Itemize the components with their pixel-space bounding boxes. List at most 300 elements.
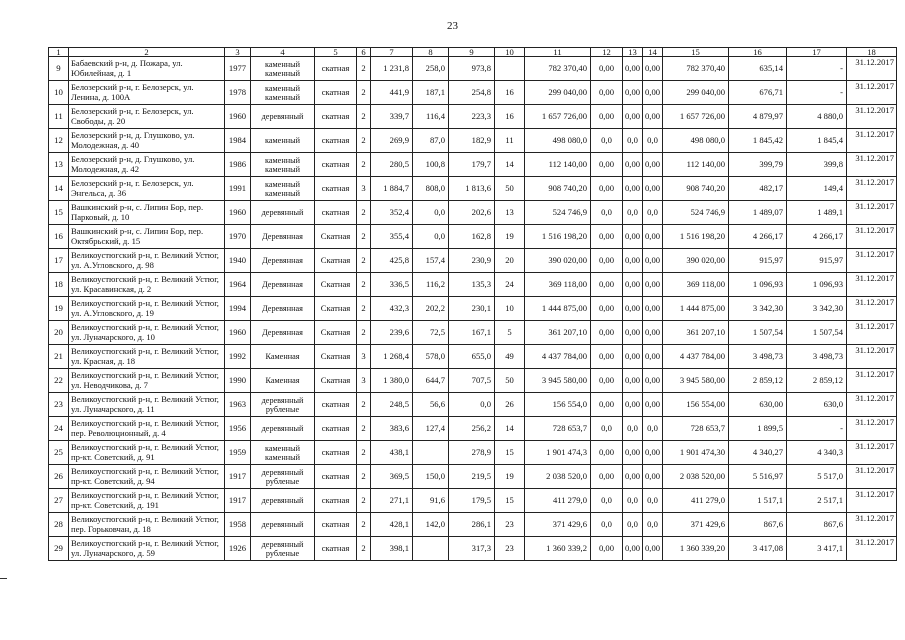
- floors-cell: 2: [357, 513, 371, 537]
- column-number-17: 17: [787, 48, 847, 57]
- margin-mark: [0, 578, 7, 579]
- cell-col-10: 20: [495, 249, 525, 273]
- cell-col-15: 369 118,00: [663, 273, 729, 297]
- roof-type-cell: скатная: [315, 465, 357, 489]
- cell-col-12: 0,00: [591, 465, 623, 489]
- roof-type-cell: Скатная: [315, 369, 357, 393]
- cell-col-14: 0,00: [643, 345, 663, 369]
- table-row: [49, 441, 897, 465]
- cell-col-17: -: [787, 417, 847, 441]
- wall-material-cell: деревянный рубленые: [251, 537, 315, 561]
- floors-cell: 2: [357, 57, 371, 81]
- cell-col-14: 0,00: [643, 537, 663, 561]
- year-cell: 1986: [225, 153, 251, 177]
- cell-col-17: 1 845,4: [787, 129, 847, 153]
- cell-col-9: 219,5: [449, 465, 495, 489]
- cell-col-16: 3 342,30: [729, 297, 787, 321]
- cell-col-16: 1 096,93: [729, 273, 787, 297]
- cell-col-15: 390 020,00: [663, 249, 729, 273]
- roof-type-cell: скатная: [315, 57, 357, 81]
- row-number-cell: 17: [49, 249, 69, 273]
- cell-col-8: 91,6: [413, 489, 449, 513]
- cell-col-17: 915,97: [787, 249, 847, 273]
- cell-col-17: 4 266,17: [787, 225, 847, 249]
- date-cell: 31.12.2017: [847, 345, 897, 369]
- row-number-cell: 18: [49, 273, 69, 297]
- cell-col-11: 498 080,0: [525, 129, 591, 153]
- year-cell: 1917: [225, 489, 251, 513]
- row-number-cell: 22: [49, 369, 69, 393]
- row-number-cell: 29: [49, 537, 69, 561]
- cell-col-9: 707,5: [449, 369, 495, 393]
- table-row: [49, 369, 897, 393]
- cell-col-15: 1 657 726,00: [663, 105, 729, 129]
- cell-col-10: 5: [495, 321, 525, 345]
- table-row: [49, 273, 897, 297]
- cell-col-17: 1 489,1: [787, 201, 847, 225]
- wall-material-cell: Каменная: [251, 345, 315, 369]
- year-cell: 1960: [225, 201, 251, 225]
- cell-col-16: 4 879,97: [729, 105, 787, 129]
- cell-col-9: 286,1: [449, 513, 495, 537]
- cell-col-8: [413, 537, 449, 561]
- cell-col-16: 3 417,08: [729, 537, 787, 561]
- cell-col-12: 0,00: [591, 225, 623, 249]
- cell-col-17: 4 880,0: [787, 105, 847, 129]
- cell-col-7: 428,1: [371, 513, 413, 537]
- cell-col-10: 14: [495, 417, 525, 441]
- table-row: [49, 177, 897, 201]
- cell-col-11: 3 945 580,00: [525, 369, 591, 393]
- cell-col-13: 0,00: [623, 321, 643, 345]
- address-cell: Великоустюгский р-н, г. Великий Устюг, ул. Красавинская, д. 2: [69, 273, 225, 297]
- roof-type-cell: скатная: [315, 153, 357, 177]
- cell-col-9: 230,9: [449, 249, 495, 273]
- page-number: 23: [447, 20, 458, 32]
- cell-col-7: 369,5: [371, 465, 413, 489]
- roof-type-cell: Скатная: [315, 297, 357, 321]
- table-row: [49, 249, 897, 273]
- row-number-cell: 12: [49, 129, 69, 153]
- cell-col-8: 100,8: [413, 153, 449, 177]
- year-cell: 1978: [225, 81, 251, 105]
- cell-col-13: 0,00: [623, 81, 643, 105]
- cell-col-10: 26: [495, 393, 525, 417]
- cell-col-16: 5 516,97: [729, 465, 787, 489]
- floors-cell: 3: [357, 345, 371, 369]
- cell-col-15: 112 140,00: [663, 153, 729, 177]
- cell-col-8: 578,0: [413, 345, 449, 369]
- cell-col-10: 23: [495, 513, 525, 537]
- table-row: [49, 105, 897, 129]
- cell-col-13: 0,00: [623, 537, 643, 561]
- address-cell: Великоустюгский р-н, г. Великий Устюг, ул. А.Угловского, д. 19: [69, 297, 225, 321]
- date-cell: 31.12.2017: [847, 441, 897, 465]
- cell-col-16: 2 859,12: [729, 369, 787, 393]
- cell-col-11: 2 038 520,0: [525, 465, 591, 489]
- cell-col-11: 524 746,9: [525, 201, 591, 225]
- date-cell: 31.12.2017: [847, 537, 897, 561]
- cell-col-16: 4 266,17: [729, 225, 787, 249]
- cell-col-8: 202,2: [413, 297, 449, 321]
- cell-col-11: 411 279,0: [525, 489, 591, 513]
- cell-col-8: 142,0: [413, 513, 449, 537]
- floors-cell: 2: [357, 465, 371, 489]
- cell-col-10: 15: [495, 441, 525, 465]
- roof-type-cell: скатная: [315, 393, 357, 417]
- cell-col-12: 0,00: [591, 105, 623, 129]
- cell-col-17: -: [787, 81, 847, 105]
- cell-col-13: 0,00: [623, 57, 643, 81]
- address-cell: Вашкинский р-н, с. Липин Бор, пер. Октябрьский, д. 15: [69, 225, 225, 249]
- cell-col-10: 19: [495, 465, 525, 489]
- cell-col-7: 280,5: [371, 153, 413, 177]
- cell-col-13: 0,0: [623, 417, 643, 441]
- cell-col-8: 157,4: [413, 249, 449, 273]
- year-cell: 1940: [225, 249, 251, 273]
- cell-col-8: 116,2: [413, 273, 449, 297]
- column-number-2: 2: [69, 48, 225, 57]
- table-row: [49, 129, 897, 153]
- cell-col-7: 352,4: [371, 201, 413, 225]
- roof-type-cell: скатная: [315, 441, 357, 465]
- year-cell: 1926: [225, 537, 251, 561]
- row-number-cell: 19: [49, 297, 69, 321]
- address-cell: Великоустюгский р-н, г. Великий Устюг, ул. Луначарского, д. 59: [69, 537, 225, 561]
- address-cell: Великоустюгский р-н, г. Великий Устюг, ул. Красная, д. 18: [69, 345, 225, 369]
- date-cell: 31.12.2017: [847, 465, 897, 489]
- cell-col-13: 0,00: [623, 393, 643, 417]
- table-body: [49, 48, 897, 561]
- cell-col-9: 256,2: [449, 417, 495, 441]
- cell-col-14: 0,0: [643, 201, 663, 225]
- cell-col-12: 0,0: [591, 201, 623, 225]
- date-cell: 31.12.2017: [847, 201, 897, 225]
- cell-col-14: 0,00: [643, 225, 663, 249]
- cell-col-12: 0,00: [591, 441, 623, 465]
- address-cell: Великоустюгский р-н, г. Великий Устюг, пер. Горьковчан, д. 18: [69, 513, 225, 537]
- cell-col-12: 0,0: [591, 513, 623, 537]
- date-cell: 31.12.2017: [847, 273, 897, 297]
- cell-col-12: 0,00: [591, 297, 623, 321]
- address-cell: Великоустюгский р-н, г. Великий Устюг, пр-кт. Советский, д. 94: [69, 465, 225, 489]
- cell-col-14: 0,00: [643, 273, 663, 297]
- cell-col-9: 230,1: [449, 297, 495, 321]
- table-row: [49, 321, 897, 345]
- cell-col-11: 728 653,7: [525, 417, 591, 441]
- table-row: [49, 225, 897, 249]
- cell-col-16: 676,71: [729, 81, 787, 105]
- cell-col-12: 0,00: [591, 393, 623, 417]
- cell-col-8: 0,0: [413, 201, 449, 225]
- cell-col-14: 0,00: [643, 153, 663, 177]
- roof-type-cell: скатная: [315, 105, 357, 129]
- address-cell: Великоустюгский р-н, г. Великий Устюг, пр-кт. Советский, д. 91: [69, 441, 225, 465]
- year-cell: 1956: [225, 417, 251, 441]
- row-number-cell: 11: [49, 105, 69, 129]
- date-cell: 31.12.2017: [847, 249, 897, 273]
- column-number-18: 18: [847, 48, 897, 57]
- cell-col-7: 336,5: [371, 273, 413, 297]
- cell-col-10: 11: [495, 129, 525, 153]
- wall-material-cell: деревянный: [251, 513, 315, 537]
- cell-col-15: 411 279,0: [663, 489, 729, 513]
- column-number-9: 9: [449, 48, 495, 57]
- row-number-cell: 13: [49, 153, 69, 177]
- wall-material-cell: деревянный рубленые: [251, 465, 315, 489]
- cell-col-12: 0,00: [591, 537, 623, 561]
- cell-col-7: 269,9: [371, 129, 413, 153]
- cell-col-8: 187,1: [413, 81, 449, 105]
- cell-col-13: 0,00: [623, 465, 643, 489]
- cell-col-10: 16: [495, 105, 525, 129]
- cell-col-13: 0,00: [623, 273, 643, 297]
- cell-col-8: 808,0: [413, 177, 449, 201]
- cell-col-13: 0,00: [623, 153, 643, 177]
- roof-type-cell: Скатная: [315, 225, 357, 249]
- table-row: [49, 489, 897, 513]
- date-cell: 31.12.2017: [847, 129, 897, 153]
- cell-col-17: 5 517,0: [787, 465, 847, 489]
- cell-col-8: 72,5: [413, 321, 449, 345]
- wall-material-cell: деревянный: [251, 105, 315, 129]
- cell-col-11: 371 429,6: [525, 513, 591, 537]
- cell-col-15: 728 653,7: [663, 417, 729, 441]
- cell-col-11: 361 207,10: [525, 321, 591, 345]
- cell-col-17: 3 498,73: [787, 345, 847, 369]
- cell-col-14: 0,00: [643, 465, 663, 489]
- cell-col-12: 0,00: [591, 57, 623, 81]
- row-number-cell: 15: [49, 201, 69, 225]
- row-number-cell: 27: [49, 489, 69, 513]
- cell-col-12: 0,00: [591, 177, 623, 201]
- table-row: [49, 537, 897, 561]
- cell-col-10: 16: [495, 81, 525, 105]
- cell-col-13: 0,00: [623, 105, 643, 129]
- wall-material-cell: Деревянная: [251, 321, 315, 345]
- column-number-8: 8: [413, 48, 449, 57]
- cell-col-9: 317,3: [449, 537, 495, 561]
- cell-col-8: 644,7: [413, 369, 449, 393]
- cell-col-8: 258,0: [413, 57, 449, 81]
- table-row: [49, 297, 897, 321]
- cell-col-12: 0,00: [591, 81, 623, 105]
- address-cell: Белозерский р-н, г. Белозерск, ул. Свободы, д. 20: [69, 105, 225, 129]
- cell-col-8: 87,0: [413, 129, 449, 153]
- address-cell: Белозерский р-н, г. Белозерск, ул. Энгельса, д. 36: [69, 177, 225, 201]
- cell-col-17: 2 517,1: [787, 489, 847, 513]
- address-cell: Белозерский р-н, д. Глушково, ул. Молодежная, д. 42: [69, 153, 225, 177]
- floors-cell: 2: [357, 441, 371, 465]
- cell-col-11: 299 040,00: [525, 81, 591, 105]
- cell-col-15: 1 516 198,20: [663, 225, 729, 249]
- floors-cell: 2: [357, 81, 371, 105]
- cell-col-12: 0,00: [591, 345, 623, 369]
- wall-material-cell: каменный каменный: [251, 81, 315, 105]
- column-number-row: [49, 48, 897, 57]
- year-cell: 1994: [225, 297, 251, 321]
- date-cell: 31.12.2017: [847, 177, 897, 201]
- roof-type-cell: Скатная: [315, 273, 357, 297]
- cell-col-9: 135,3: [449, 273, 495, 297]
- floors-cell: 2: [357, 129, 371, 153]
- cell-col-8: [413, 441, 449, 465]
- table-row: [49, 393, 897, 417]
- cell-col-15: 361 207,10: [663, 321, 729, 345]
- roof-type-cell: скатная: [315, 489, 357, 513]
- address-cell: Великоустюгский р-н, г. Великий Устюг, ул. Неводчикова, д. 7: [69, 369, 225, 393]
- cell-col-14: 0,0: [643, 129, 663, 153]
- cell-col-9: 0,0: [449, 393, 495, 417]
- wall-material-cell: каменный каменный: [251, 153, 315, 177]
- table-row: [49, 465, 897, 489]
- cell-col-17: 630,0: [787, 393, 847, 417]
- address-cell: Великоустюгский р-н, г. Великий Устюг, пер. Революционный, д. 4: [69, 417, 225, 441]
- wall-material-cell: деревянный: [251, 417, 315, 441]
- table-row: [49, 345, 897, 369]
- roof-type-cell: скатная: [315, 201, 357, 225]
- cell-col-7: 355,4: [371, 225, 413, 249]
- date-cell: 31.12.2017: [847, 513, 897, 537]
- cell-col-17: 1 507,54: [787, 321, 847, 345]
- cell-col-15: 3 945 580,00: [663, 369, 729, 393]
- housing-registry-table: [48, 47, 897, 561]
- date-cell: 31.12.2017: [847, 417, 897, 441]
- cell-col-14: 0,00: [643, 105, 663, 129]
- year-cell: 1960: [225, 321, 251, 345]
- column-number-12: 12: [591, 48, 623, 57]
- cell-col-16: 1 517,1: [729, 489, 787, 513]
- cell-col-12: 0,00: [591, 249, 623, 273]
- cell-col-15: 782 370,40: [663, 57, 729, 81]
- floors-cell: 2: [357, 537, 371, 561]
- cell-col-11: 369 118,00: [525, 273, 591, 297]
- cell-col-8: 0,0: [413, 225, 449, 249]
- cell-col-7: 383,6: [371, 417, 413, 441]
- cell-col-15: 371 429,6: [663, 513, 729, 537]
- cell-col-8: 116,4: [413, 105, 449, 129]
- roof-type-cell: скатная: [315, 417, 357, 441]
- cell-col-13: 0,00: [623, 225, 643, 249]
- wall-material-cell: Деревянная: [251, 273, 315, 297]
- cell-col-15: 4 437 784,00: [663, 345, 729, 369]
- cell-col-11: 1 516 198,20: [525, 225, 591, 249]
- cell-col-15: 299 040,00: [663, 81, 729, 105]
- date-cell: 31.12.2017: [847, 489, 897, 513]
- cell-col-14: 0,00: [643, 297, 663, 321]
- cell-col-14: 0,00: [643, 393, 663, 417]
- cell-col-9: 202,6: [449, 201, 495, 225]
- year-cell: 1963: [225, 393, 251, 417]
- year-cell: 1960: [225, 105, 251, 129]
- cell-col-10: 15: [495, 489, 525, 513]
- cell-col-16: 630,00: [729, 393, 787, 417]
- cell-col-16: 635,14: [729, 57, 787, 81]
- column-number-6: 6: [357, 48, 371, 57]
- cell-col-7: 1 231,8: [371, 57, 413, 81]
- floors-cell: 3: [357, 177, 371, 201]
- column-number-11: 11: [525, 48, 591, 57]
- cell-col-15: 2 038 520,00: [663, 465, 729, 489]
- floors-cell: 2: [357, 393, 371, 417]
- year-cell: 1917: [225, 465, 251, 489]
- cell-col-16: 482,17: [729, 177, 787, 201]
- cell-col-7: 1 268,4: [371, 345, 413, 369]
- cell-col-11: 1 444 875,00: [525, 297, 591, 321]
- cell-col-12: 0,00: [591, 273, 623, 297]
- column-number-7: 7: [371, 48, 413, 57]
- cell-col-14: 0,0: [643, 513, 663, 537]
- floors-cell: 2: [357, 417, 371, 441]
- row-number-cell: 20: [49, 321, 69, 345]
- date-cell: 31.12.2017: [847, 321, 897, 345]
- column-number-10: 10: [495, 48, 525, 57]
- row-number-cell: 16: [49, 225, 69, 249]
- address-cell: Великоустюгский р-н, г. Великий Устюг, ул. Луначарского, д. 11: [69, 393, 225, 417]
- cell-col-15: 1 360 339,20: [663, 537, 729, 561]
- cell-col-13: 0,00: [623, 177, 643, 201]
- row-number-cell: 25: [49, 441, 69, 465]
- floors-cell: 2: [357, 249, 371, 273]
- cell-col-16: 1 845,42: [729, 129, 787, 153]
- cell-col-12: 0,0: [591, 417, 623, 441]
- column-number-15: 15: [663, 48, 729, 57]
- cell-col-14: 0,00: [643, 249, 663, 273]
- cell-col-11: 390 020,00: [525, 249, 591, 273]
- cell-col-14: 0,00: [643, 177, 663, 201]
- column-number-4: 4: [251, 48, 315, 57]
- cell-col-14: 0,00: [643, 321, 663, 345]
- date-cell: 31.12.2017: [847, 225, 897, 249]
- cell-col-12: 0,00: [591, 321, 623, 345]
- date-cell: 31.12.2017: [847, 81, 897, 105]
- wall-material-cell: каменный каменный: [251, 57, 315, 81]
- table-row: [49, 81, 897, 105]
- cell-col-17: 3 417,1: [787, 537, 847, 561]
- cell-col-16: 915,97: [729, 249, 787, 273]
- year-cell: 1958: [225, 513, 251, 537]
- cell-col-11: 1 360 339,2: [525, 537, 591, 561]
- floors-cell: 2: [357, 201, 371, 225]
- column-number-1: 1: [49, 48, 69, 57]
- date-cell: 31.12.2017: [847, 105, 897, 129]
- wall-material-cell: каменный: [251, 129, 315, 153]
- cell-col-16: 1 899,5: [729, 417, 787, 441]
- wall-material-cell: каменный каменный: [251, 177, 315, 201]
- cell-col-15: 1 901 474,30: [663, 441, 729, 465]
- cell-col-9: 278,9: [449, 441, 495, 465]
- floors-cell: 3: [357, 369, 371, 393]
- cell-col-17: 1 096,93: [787, 273, 847, 297]
- address-cell: Великоустюгский р-н, г. Великий Устюг, пр-кт. Советский, д. 191: [69, 489, 225, 513]
- cell-col-14: 0,00: [643, 57, 663, 81]
- cell-col-15: 156 554,00: [663, 393, 729, 417]
- address-cell: Белозерский р-н, д. Глушково, ул. Молодежная, д. 40: [69, 129, 225, 153]
- column-number-13: 13: [623, 48, 643, 57]
- cell-col-14: 0,00: [643, 81, 663, 105]
- wall-material-cell: деревянный: [251, 201, 315, 225]
- cell-col-10: 49: [495, 345, 525, 369]
- year-cell: 1977: [225, 57, 251, 81]
- floors-cell: 2: [357, 321, 371, 345]
- cell-col-7: 438,1: [371, 441, 413, 465]
- cell-col-13: 0,00: [623, 369, 643, 393]
- wall-material-cell: деревянный: [251, 489, 315, 513]
- cell-col-13: 0,00: [623, 345, 643, 369]
- housing-registry-table-wrap: [48, 47, 896, 561]
- cell-col-10: 24: [495, 273, 525, 297]
- cell-col-17: 4 340,3: [787, 441, 847, 465]
